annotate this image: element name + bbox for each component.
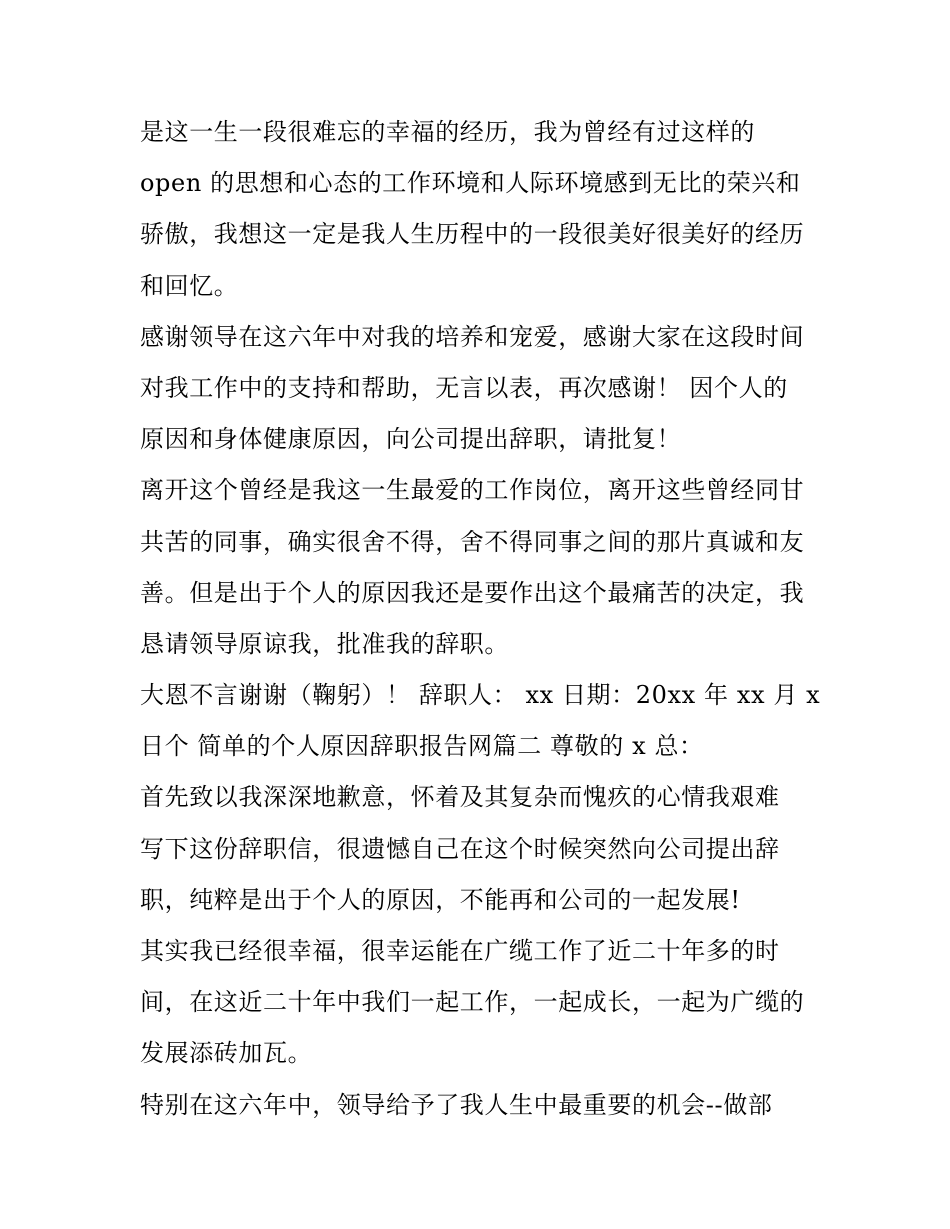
- text-line: 特别在这六年中，领导给予了我人生中最重要的机会--做部: [140, 1090, 773, 1119]
- text-line: 离开这个曾经是我这一生最爱的工作岗位，离开这些曾经同甘: [140, 476, 805, 505]
- text-line: 共苦的同事，确实很舍不得，舍不得同事之间的那片真诚和友: [140, 527, 805, 556]
- text-line: 恳请领导原谅我，批准我的辞职。: [140, 629, 509, 658]
- text-line: 职，纯粹是出于个人的原因，不能再和公司的一起发展!: [140, 885, 741, 914]
- text-line: 是这一生一段很难忘的幸福的经历，我为曾经有过这样的: [140, 118, 755, 146]
- text-line: 原因和身体健康原因，向公司提出辞职，请批复！: [140, 425, 682, 454]
- document-body: [140, 107, 820, 1131]
- text-line: 对我工作中的支持和帮助，无言以表，再次感谢！ 因个人的: [140, 373, 788, 402]
- text-line: 发展添砖加瓦。: [140, 1039, 313, 1068]
- text-line: 大恩不言谢谢（鞠躬）！ 辞职人： xx 日期：20xx 年 xx 月 x: [140, 681, 821, 710]
- text-line: open 的思想和心态的工作环境和人际环境感到无比的荣兴和: [140, 169, 801, 198]
- text-line: 写下这份辞职信，很遗憾自己在这个时候突然向公司提出辞: [140, 834, 780, 863]
- text-line: 其实我已经很幸福，很幸运能在广缆工作了近二十年多的时: [140, 937, 780, 965]
- text-line: 日个 简单的个人原因辞职报告网篇二 尊敬的 x 总：: [140, 732, 704, 761]
- text-line: 间，在这近二十年中我们一起工作，一起成长，一起为广缆的: [140, 988, 805, 1017]
- text-line: 和回忆。: [140, 271, 239, 300]
- text-line: 感谢领导在这六年中对我的培养和宠爱，感谢大家在这段时间: [140, 322, 805, 351]
- text-line: 首先致以我深深地歉意，怀着及其复杂而愧疚的心情我艰难: [140, 783, 780, 812]
- text-line: 骄傲，我想这一定是我人生历程中的一段很美好很美好的经历: [140, 220, 805, 249]
- text-line: 善。但是出于个人的原因我还是要作出这个最痛苦的决定，我: [140, 578, 805, 607]
